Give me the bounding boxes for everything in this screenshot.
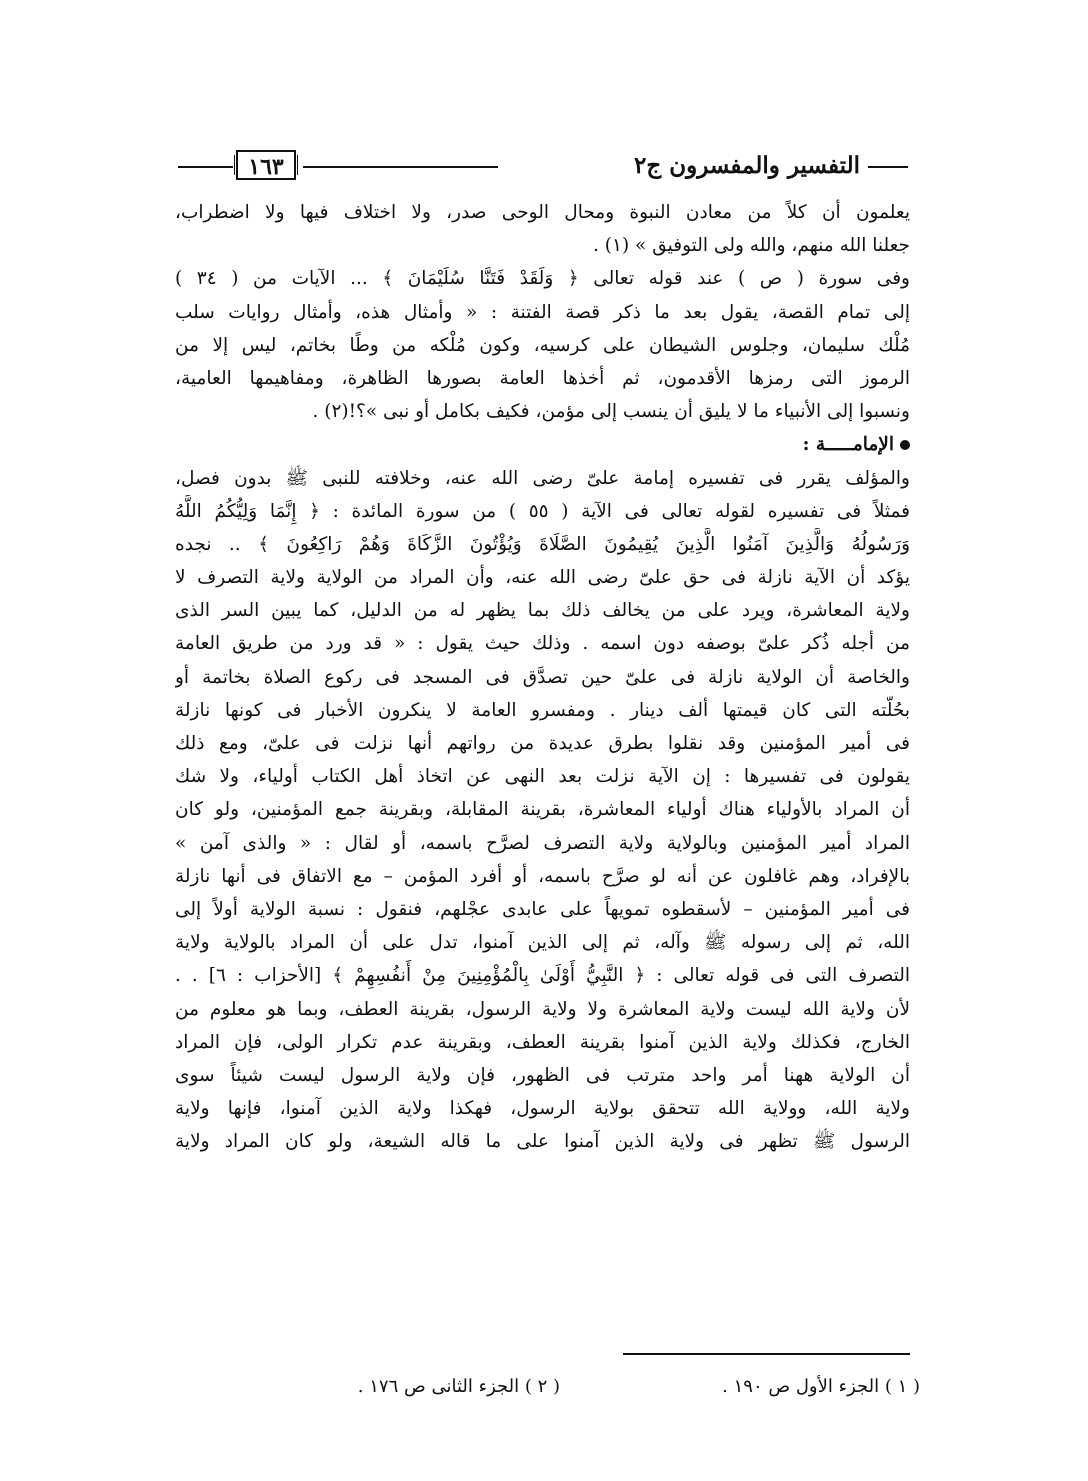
page-body	[175, 196, 910, 1158]
text-line: أن الولاية ههنا أمر واحد مترتب فى الظهور، فإن ولاية الرسول ليست شيئاً سوى	[175, 1064, 910, 1086]
text-line: أن المراد بالأولياء هناك أولياء المعاشرة، بقرينة المقابلة، وبقرينة جمع المؤمنين، ولو كان	[175, 799, 910, 821]
text-line: يؤكد أن الآية نازلة فى حق علىّ رضى الله عنه، وأن المراد من الولاية ولاية التصرف لا	[175, 567, 910, 589]
text-line: ولاية المعاشرة، ويرد على من يخالف ذلك بما يظهر له من الدليل، كما يبين السر الذى	[175, 600, 910, 622]
text-line: لأن ولاية الله ليست ولاية المعاشرة ولا ولاية الرسول، بقرينة العطف، وبما هو معلوم من	[175, 998, 910, 1020]
text-line: والمؤلف يقرر فى تفسيره إمامة علىّ رضى الله عنه، وخلافته للنبى ﷺ بدون فصل،	[175, 467, 910, 489]
text-line: يعلمون أن كلاً من معادن النبوة ومحال الوحى صدر، ولا اختلاف فيها ولا اضطراب،	[175, 202, 910, 223]
header-rule-middle	[303, 166, 498, 168]
text-line: الخارج، فكذلك ولاية الذين آمنوا بقرينة العطف، وبقرينة عدم تكرار الولى، فإن المراد	[175, 1031, 910, 1053]
text-line: الرسول ﷺ تظهر فى ولاية الذين آمنوا على ما قاله الشيعة، ولو كان المراد ولاية	[175, 1131, 910, 1153]
text-line: فى أمير المؤمنين وقد نقلوا بطرق عديدة من رواتهم أنها نزلت فى علىّ، ومع ذلك	[175, 733, 910, 754]
text-line: بحُلّته التى كان قيمتها ألف دينار . ومفسرو العامة لا ينكرون الأخبار فى كونها نازلة	[175, 699, 910, 721]
text-line: إلى تمام القصة، يقول بعد ما ذكر قصة الفتنة : « وأمثال هذه، وأمثال روايات سلب	[175, 301, 910, 323]
header-rule-right	[868, 166, 908, 168]
text-line: فمثلاً فى تفسيره لقوله تعالى فى الآية ( ٥٥ ) من سورة المائدة : ﴿ إِنَّمَا وَلِيُّكُمُ اللَّهُ	[175, 500, 910, 522]
bullet-icon	[900, 440, 910, 450]
text-line: والخاصة أن الولاية نازلة فى علىّ حين تصدَّق فى المسجد فى ركوع الصلاة بخاتمة أو	[175, 666, 910, 688]
header-title: التفسير والمفسرون ج٢	[634, 152, 860, 179]
footnote-1: ( ١ ) الجزء الأول ص ١٩٠ .	[722, 1376, 920, 1397]
text-line: بالإفراد، وهم غافلون عن أنه لو صرَّح باسمه، أو أفرد المؤمن – مع الاتفاق فى أنها نازلة	[175, 865, 910, 887]
header-rule-left	[178, 166, 233, 168]
text-line: من أجله ذُكر علىّ بوصفه دون اسمه . وذلك حيث يقول : « قد ورد من طريق العامة	[175, 633, 910, 655]
text-line: وَرَسُولُهُ وَالَّذِينَ آمَنُوا الَّذِينَ يُقِيمُونَ الصَّلَاةَ وَيُؤْتُونَ الزَّكَاةَ وَهُمْ رَاكِعُونَ ﴾ .. نجده	[175, 533, 910, 555]
text-line: المراد أمير المؤمنين وبالولاية ولاية التصرف لصرَّح باسمه، أو لقال : « والذى آمن »	[175, 832, 910, 854]
text-line: ولاية الله، وولاية الله تتحقق بولاية الرسول، فهكذا ولاية الذين آمنوا، فإنها ولاية	[175, 1098, 910, 1120]
text-line: مُلْك سليمان، وجلوس الشيطان على كرسيه، وكون مُلْكه من وطًا بخاتم، ليس إلا من	[175, 334, 910, 356]
text-line: جعلنا الله منهم، والله ولى التوفيق » (١) .	[593, 235, 910, 257]
text-line: فى أمير المؤمنين – لأسقطوه تمويهاً على عابدى عجْلهم، فنقول : نسبة الولاية أولاً إلى	[175, 898, 910, 920]
footnotes	[175, 1372, 920, 1402]
section-heading	[175, 428, 910, 461]
text-line: ونسبوا إلى الأنبياء ما لا يليق أن ينسب إلى مؤمن، فكيف بكامل أو نبى »؟!(٢) .	[312, 401, 910, 423]
text-line: وفى سورة ( ص ) عند قوله تعالى ﴿ وَلَقَدْ فَتَنَّا سُلَيْمَانَ ﴾ ... الآيات من ( ٣٤ )	[175, 268, 910, 290]
footnote-separator	[623, 1353, 910, 1355]
text-line: التصرف التى فى قوله تعالى : ﴿ النَّبِيُّ أَوْلَىٰ بِالْمُؤْمِنِينَ مِنْ أَنفُسِهِمْ ﴾ [الأحزاب : ٦] . .	[175, 965, 910, 987]
section-heading-text: الإمامـــــة :	[802, 434, 894, 456]
running-header	[178, 150, 908, 184]
footnote-2: ( ٢ ) الجزء الثانى ص ١٧٦ .	[357, 1376, 560, 1397]
text-line: الله، ثم إلى رسوله ﷺ وآله، ثم إلى الذين آمنوا، تدل على أن المراد بالولاية ولاية	[175, 932, 910, 954]
text-line: يقولون فى تفسيرها : إن الآية نزلت بعد النهى عن اتخاذ أهل الكتاب أولياء، ولا شك	[175, 766, 910, 788]
page-number: ١٦٣	[236, 150, 296, 180]
text-line: الرموز التى رمزها الأقدمون، ثم أخذها العامة بصورها الظاهرة، ومفاهيمها العامية،	[175, 367, 910, 389]
